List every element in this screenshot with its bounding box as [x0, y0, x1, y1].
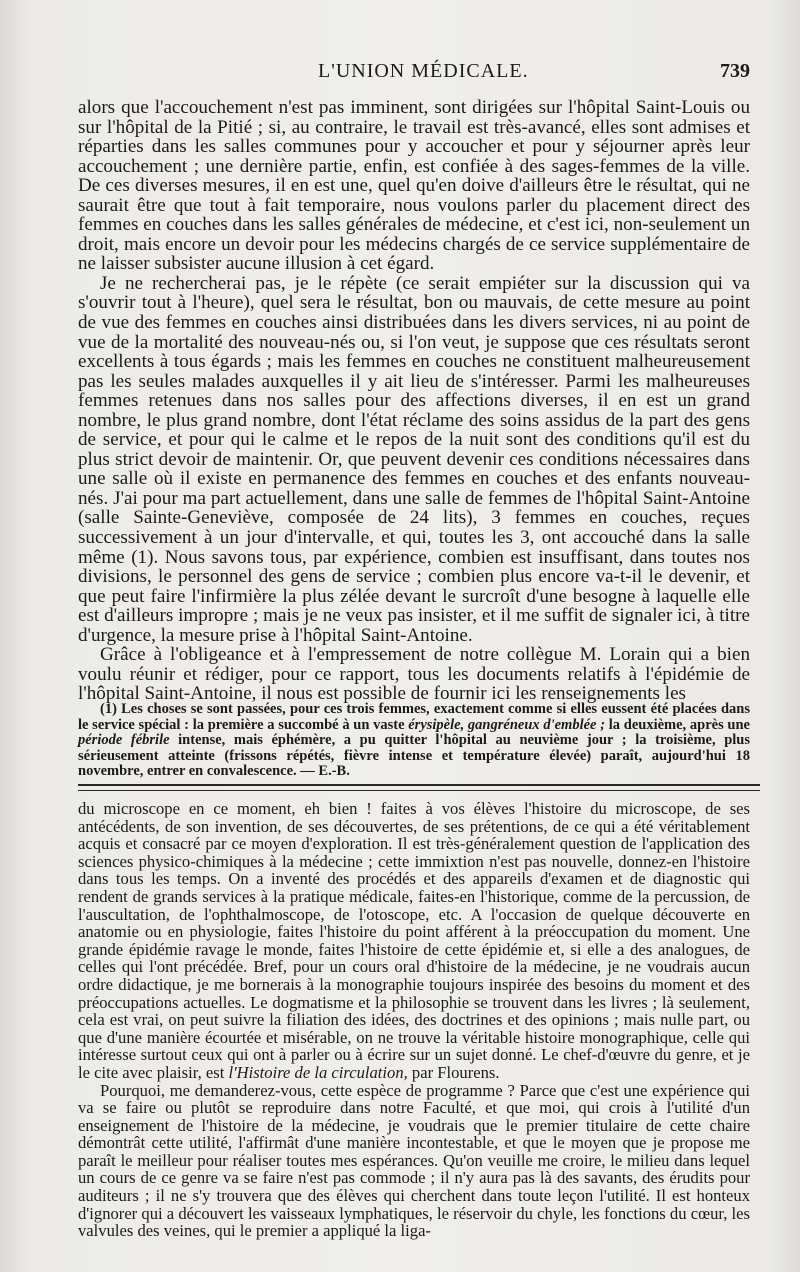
feuilleton-column: [78, 800, 750, 1240]
running-title: L'UNION MÉDICALE.: [318, 60, 529, 82]
feuilleton-p1-text: du microscope en ce moment, eh bien ! faites à vos élèves l'histoire du microscope, de ses antécédents, de son invention, de ses découvertes, de ses prétentions, de ce qui a été véritablement acquis et consacré par ce moyen d'exploration. Il est très-généralement question de l'application des sciences physico-chimiques à la médecine ; cette immixtion n'est pas nouvelle, donnez-en l'histoire dans tous les temps. On a inventé des procédés et des appareils d'examen et de diagnostic qui rendent de grands services à la pratique médicale, faites-en l'historique, comme de la percussion, de l'auscultation, de l'ophthalmoscope, de l'otoscope, etc. A l'occasion de quelque découverte en anatomie ou en physiologie, faites l'histoire du point afférent à la préoccupation du moment. Une grande épidémie ravage le monde, faites l'histoire de cette épidémie et, si elle a des analogues, de celles qui l'ont précédée. Bref, pour un cours oral d'histoire de la médecine, je ne voudrais aucun ordre didactique, je me bornerais à la monographie toujours inspirée des besoins du moment et des préoccupations actuelles. Le dogmatisme et la philosophie se trouvent dans les livres ; là seulement, cela est vrai, on peut suivre la filiation des idées, des doctrines et des opinions ; mais nulle part, ou que d'une manière écourtée et misérable, on ne trouve la véritable histoire monographique, celle qui intéresse surtout ceux qui ont à parler ou à écrire sur un sujet donné. Le chef-d'œuvre du genre, et je le cite avec plaisir, est: [78, 799, 750, 1082]
main-text-column: [78, 98, 750, 704]
footnote-text: [78, 702, 750, 780]
feuilleton-divider-thick: [78, 784, 760, 786]
feuilleton-paragraph-1: [78, 800, 750, 1082]
paragraph-2: Je ne rechercherai pas, je le répète (ce serait empiéter sur la discussion qui va s'ouvrir tout à l'heure), quel sera le résultat, bon ou mauvais, de cette mesure au point de vue des femmes en couches ainsi distribuées dans les divers services, ni au point de vue de la mortalité des nouveau-nés ou, si l'on veut, je suppose que ces résultats seront excellents à tous égards ; mais les femmes en couches ne constituent malheureusement pas les seules malades auxquelles il y ait lieu de s'intéresser. Parmi les malheureuses femmes retenues dans nos salles pour des affections diverses, il en est un grand nombre, le plus grand nombre, dont l'état réclame des soins assidus de la part des gens de service, et pour qui le calme et le repos de la nuit sont des conditions qu'il est du plus strict devoir de maintenir. Or, que peuvent devenir ces conditions nécessaires dans une salle où il existe en permanence des femmes en couches et des enfants nouveau-nés. J'ai pour ma part actuellement, dans une salle de femmes de l'hôpital Saint-Antoine (salle Sainte-Geneviève, composée de 24 lits), 3 femmes en couches, reçues successivement à un jour d'intervalle, et qui, toutes les 3, ont accouché dans la salle même (1). Nous savons tous, par expérience, combien est insuffisant, dans toutes nos divisions, le personnel des gens de service ; combien plus encore va-t-il le devenir, et que peut faire l'infirmière la plus zélée devant le surcroît d'une besogne à laquelle elle est d'ailleurs impropre ; mais je ne veux pas insister, et il me suffit de signaler ici, à titre d'urgence, la mesure prise à l'hôpital Saint-Antoine.: [78, 272, 750, 646]
page-number: 739: [720, 60, 750, 82]
feuilleton-p1-italic: l'Histoire de la circulation,: [228, 1062, 408, 1082]
footnote-part-3: intense, mais éphémère, a pu quitter l'hôpital au neuvième jour ; la troisième, plus sérieusement atteinte (frissons répétés, fièvre intense et température élevée) paraît, aujourd'hui 18 novembre, entrer en convalescence. — E.-B.: [78, 732, 750, 779]
paragraph-3: Grâce à l'obligeance et à l'empressement de notre collègue M. Lorain qui a bien voulu réunir et rédiger, pour ce rapport, tous les documents relatifs à l'épidémie de l'hôpital Saint-Antoine, il nous est possible de fournir ici les renseignements les: [78, 644, 750, 705]
footnote-part-2: la deuxième, après une: [605, 716, 750, 733]
footnote-part-1: (1) Les choses se sont passées, pour ces trois femmes, exactement comme si elles eussent été placées dans le service spécial : la première a succombé à un vaste: [78, 701, 750, 733]
feuilleton-p1-end: par Flourens.: [407, 1062, 500, 1082]
page-header: [78, 60, 750, 88]
feuilleton-paragraph-2: Pourquoi, me demanderez-vous, cette espèce de programme ? Parce que c'est une expérience qui va se faire ou plutôt se reproduire dans notre Faculté, et que moi, qui crois à l'utilité d'un enseignement de l'histoire de la médecine, je voudrais que le premier titulaire de cette chaire démontrât cette utilité, l'affirmât d'une manière incontestable, et que le moyen que je propose me paraît le meilleur pour réaliser toutes mes espérances. Qu'on veuille me croire, le milieu dans lequel un cours de ce genre va se faire n'est pas commode ; il n'y aura pas là des savants, des érudits pour auditeurs ; il ne s'y trouvera que des élèves qui cherchent dans toute leçon l'utilité. Il est honteux d'ignorer qui a découvert les vaisseaux lymphatiques, le réservoir du chyle, les fonctions du cœur, les valvules des veines, qui le premier a appliqué la liga-: [78, 1080, 750, 1241]
footnote: [78, 702, 750, 780]
footnote-italic-1: érysipèle, gangréneux d'emblée ;: [408, 716, 606, 733]
feuilleton-divider-thin: [78, 790, 760, 791]
paragraph-1: alors que l'accouchement n'est pas imminent, sont dirigées sur l'hôpital Saint-Louis ou sur l'hôpital de la Pitié ; si, au contraire, le travail est très-avancé, elles sont admises et réparties dans les salles communes pour y accoucher et pour y séjourner après leur accouchement ; une dernière partie, enfin, est confiée à des sages-femmes de la ville. De ces diverses mesures, il en est une, quel qu'en doive d'ailleurs être le résultat, qui ne saurait être que tout à fait temporaire, nous voulons parler du placement direct des femmes en couches dans les salles générales de médecine, et c'est ici, non-seulement un droit, mais encore un devoir pour les médecins chargés de ce service supplémentaire de ne laisser subsister aucune illusion à cet égard.: [78, 97, 750, 275]
footnote-italic-2: période fébrile: [78, 732, 170, 748]
